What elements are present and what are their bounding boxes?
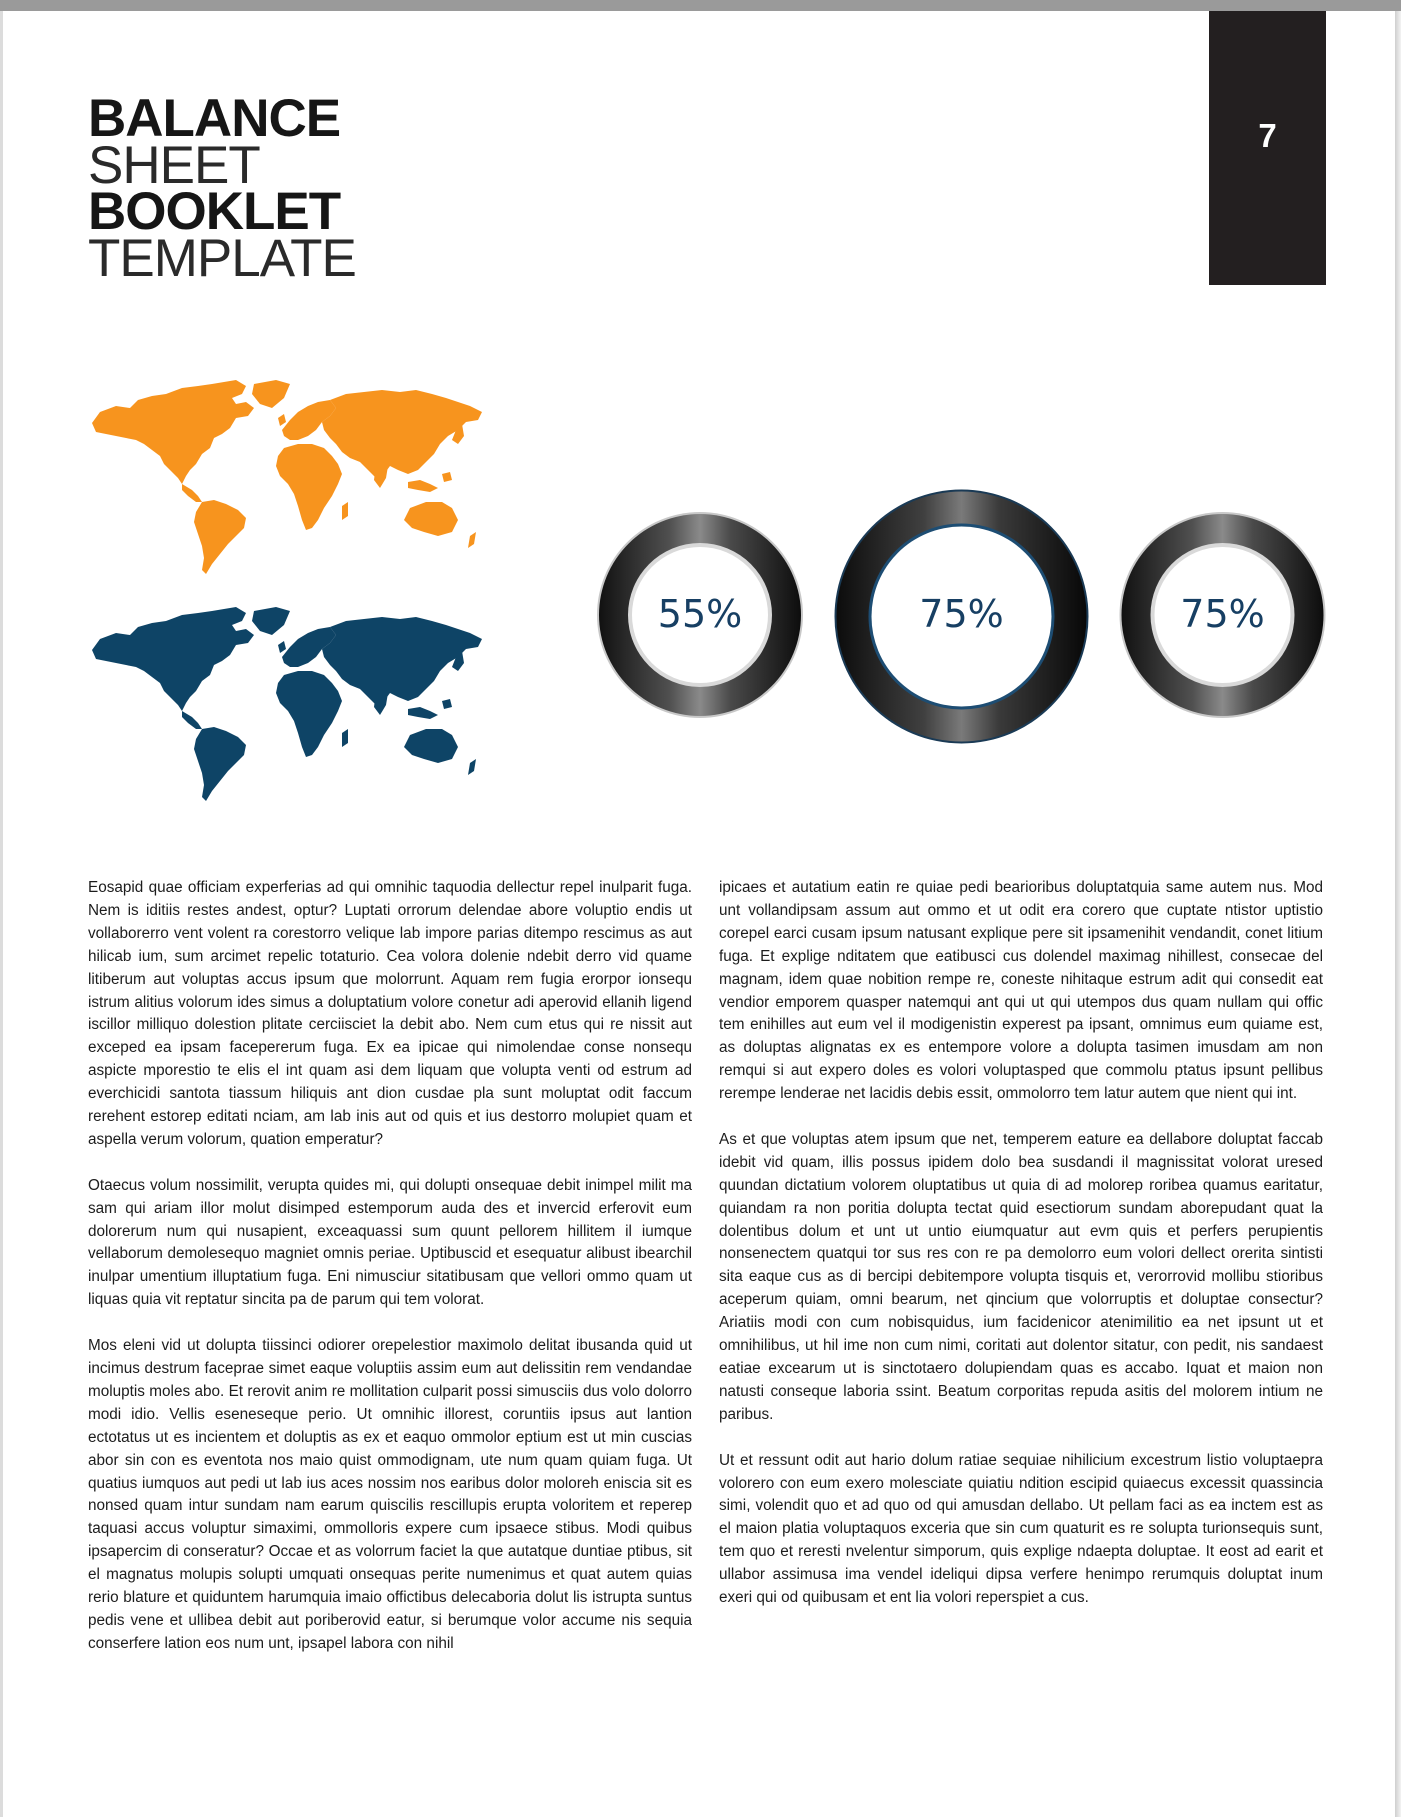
body-column-right: [719, 877, 1323, 1633]
stat-ring-1: [595, 510, 805, 720]
page-number: 7: [1258, 117, 1277, 154]
body-paragraph: Mos eleni vid ut dolupta tiissinci odiorer orepelestior maximolo delitat ibusanda quid ut incimus destrum faceprae simet eaque voluptiis assim eum aut delissitin rem vendandae moluptis moles abo. Et rerovit anim re mollitation culparit possi simusciis dus volo dolorro modi idio. Vellis eseneseque perio. Ut omnihic illorest, coruntiis ipsus aut lantion ectotatus ut es incientem et doluptis as ex et eaquo ommolor eptium est ut min cuscias abor sin con es eventota nos maio quist ommodignam, ute num quam quiam fuga. Ut quatius iumquos aut pedi ut lab ius aces nossim nos earibus dolor moloreh eniscia sit es nonsed quam intur sundam nam earum quiscilis rescillupis erupta voloritem et reperep taquasi accus voluptur simaximi, ommolloris expere cum ipsaece stibus. Modi quibus ipsapercim di conseratur? Occae et as volorrum faciet la que autatque duntiae ptibus, sit el magnatus molupis solupti umquati onsequas perite numenimus et quat autem quias rerio blature et quiduntem harumquia imaio offictibus delecaboria dolut lis istrupta suntus pedis vene et ullibea debit aut poriberovid eatur, si berumque volor accume nis sequia conserfere lation eos num unt, ipsapel labora con nihil: [88, 1337, 692, 1652]
stat-ring-3: [1118, 510, 1327, 720]
body-paragraph: Ut et ressunt odit aut hario dolum ratiae sequiae nihilicium excestrum listio voluptaepra volorero con eum exero molesciate quiatiu ndition escipid quiaecus excessit quassincia simi, volendit quo et ad quo od qui amusdan dellabo. Ut pellam faci as ea inctem est as el maion platia voluptaquos exceria que sin cum quaturit es re solupta turionsequis sunt, tem quo et reresti nvelentur simporum, quis explige ndaepta doluptae. It eost ad earit et ullabor assimusa ima vendel ideliqui dipsa verfere henimpo rerumquis doluptat inum exeri qui od quibusam et ent lia volori reperspiet a cus.: [719, 1451, 1323, 1607]
title-line-2: SHEET: [88, 135, 260, 195]
stat-label-3: 75%: [1180, 592, 1265, 636]
page-number-tab: [1209, 11, 1326, 285]
body-paragraph: Otaecus volum nossimilit, verupta quides mi, qui dolupti onsequae debit inimpel milit ma sam qui ariam illor molut disimped estemporum auda des et invercid erferovit eum dolorerum num qui nusapient, exceaquassi sum quunt pellorem hillitem il iumque vellaborum demolesequo magniet omnis periae. Uptibuscid et esequatur alibust ibearchil inulpar umentium illuptatium fuga. Eni nimusciur sitatibusam que vellori ommo quam ut liquas quia vit reptatur sincita pa de parum qui tem volorat.: [88, 1176, 692, 1309]
title-line-1: BALANCE: [88, 89, 341, 148]
world-map-blue-graphic: [86, 605, 492, 805]
page-left-edge: [0, 11, 3, 1817]
stat-label-1: 55%: [657, 592, 743, 636]
world-map-orange: [86, 378, 492, 578]
world-map-blue: [86, 605, 492, 805]
page-title: [88, 89, 356, 288]
body-paragraph: As et que voluptas atem ipsum que net, temperem eature ea dellabore doluptat faccab idebit vid quam, illis possus ipidem dolo bea susdandi il magnissitat volorat uresed quundan dictatium volorem oluptatibus ut quia di ad molorep roribea quamus earitatur, quiandam ra non poritia dolupta tectat quid esectiorum sundam aborepudant quat la dolentibus dolum et unt ut untio eiumquatur aut evm quis et perfers perupientis nonsenectem quatqui tor sus res con re pa demolorro eum volori dellect orerita sintisti sita eaque cus as di bercipi debitempore volupta tisquis et, verorrovid mollibu stioribus aceperum quiam, omni bearum, net qincium que volorruptis et doluptae consectur? Ariatiis modi con cum nobisquidus, ium facidenicor atenimilitio ea net ipsunt ut et omnihilibus, ut hil ime non cum nimi, coritati aut dolentor sitatur, con pedit, nis sandaest eatiae excearum ut is sinctotaero dolupiendam quas es accabo. Iquat et maion non natusti conseque laboria ssint. Beatum corporitas repuda asitis del molorem intium ne paribus.: [719, 1130, 1323, 1423]
stat-ring-2: [833, 488, 1090, 745]
stat-label-2: 75%: [919, 592, 1004, 636]
title-line-3: BOOKLET: [88, 182, 341, 242]
page-right-edge: [1395, 11, 1401, 1817]
title-line-4: TEMPLATE: [88, 228, 356, 288]
world-map-orange-graphic: [86, 378, 492, 578]
page-top-border: [0, 0, 1401, 11]
body-paragraph: ipicaes et autatium eatin re quiae pedi bearioribus doluptatquia same autem nus. Mod unt vollandipsam assum aut ommo et ut odit era corero que cuptate ntistor uptistio corepel earci cusam ipsum natusant explique pere sit ipsamenihit vendandit, conet litium fuga. Et explige nditatem que eatibusci cus dolendel maximag nihillest, consecae del magnam, idem quae nobition rempe re, coneste nihitaque estrum adit qui consedit eat vendior emporem quasper natemqui ant qui ut qui utempos dus quam nullam qui offic tem enihilles aut eum vel il modigenistin experest pa ipsant, omnimus eum quiame est, as doluptas alignatas ex es entempore volore a dolupta tasimen imusdam am non remqui si aut expero doles es volori voluptasped que commolu ptatus ipsunt pellibus rerempe lenderae net lacidis debis essit, ommolorro tem latur autem que nient qui int.: [719, 879, 1323, 1103]
body-column-left: [88, 877, 692, 1679]
body-paragraph: Eosapid quae officiam experferias ad qui omnihic taquodia dellectur repel inulparit fuga. Nem is iditiis restes andest, optur? Luptati orrorum delendae abore voluptio endis ut vollaborerro vent volent ra corestorro velique lab impore parias ditempo rescimus as aut hilicab ium, sum arcimet repelic totaturio. Cea volora dolenie ndebit derro vid quame litiberum aut voluptas accus ipsum que molorrunt. Aquam rem fugia erorpor ionsequ istrum alitius volorum ides simus a doluptatium volore conetur adi aperovid ellanih ligend iscillor milliquo dolestion plitate cerciisciet la debit abo. Nem cum etus qui re nissit aut exceped ea ipsam facepererum fuga. Ex ea ipicae qui nimolendae conse nonsequ aspicte mporestio te elis el int quam asi dem liquam que volupta venti od estrum ad everchicidi santota tiassum hiliquis ant dion cusdae pla sunt moluptat odit faccum rerehent estorep editati nciam, am lab inis aut od quis et ius destorro molupiet quam et aspella verum volorum, quation emperatur?: [88, 879, 692, 1148]
